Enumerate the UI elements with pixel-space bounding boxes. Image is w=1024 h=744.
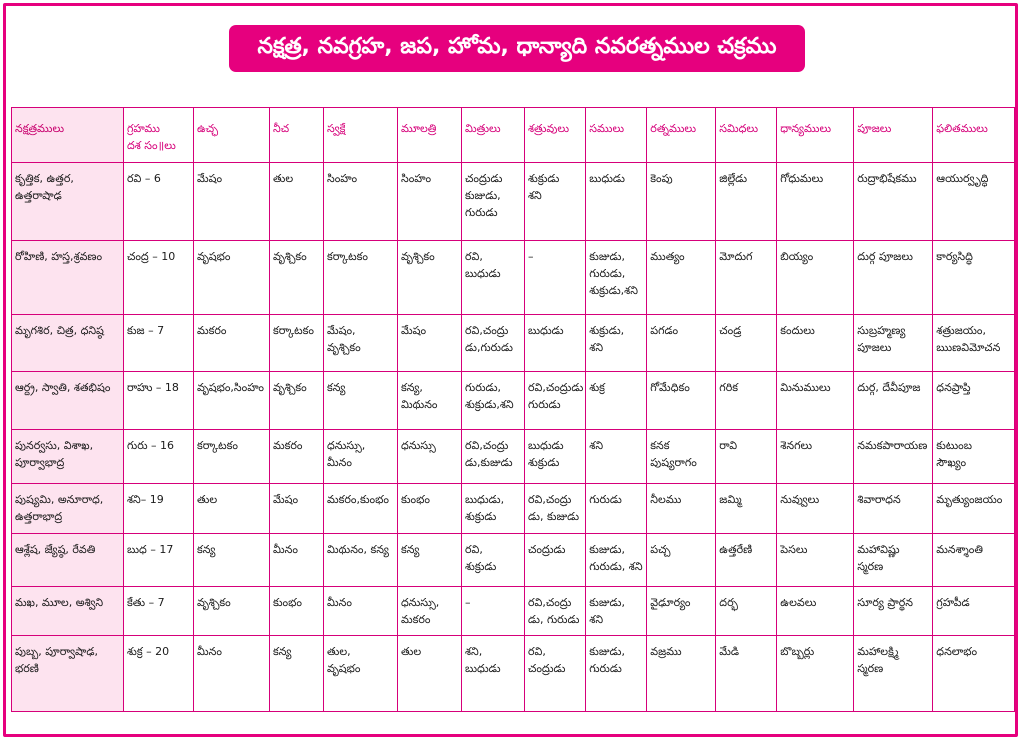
col-nakshatramulu-cell: మఖ, మూల, అశ్విని — [12, 587, 124, 636]
col-dhanyamulu-cell: పెసలు — [777, 534, 854, 587]
col-ratnamulu-cell: పచ్చ — [647, 534, 716, 587]
col-mitrulu-cell: రవి, బుధుడు — [462, 241, 525, 315]
page-title: నక్షత్ర, నవగ్రహ, జప, హోమ, ధాన్యాది నవరత్నముల చక్రము — [229, 25, 805, 72]
col-graham-dasha-cell: శుక్ర – 20 — [124, 636, 194, 712]
col-uchcha-cell: కన్య — [194, 534, 270, 587]
col-samulu-cell: బుధుడు — [586, 163, 647, 241]
col-nakshatramulu-cell: ఆశ్లేష, జ్యేష్ఠ, రేవతి — [12, 534, 124, 587]
col-phalitamulu-cell: శత్రుజయం, ఋణవిమోచన — [933, 315, 1015, 372]
col-poojalu-cell: సుబ్రహ్మణ్య పూజలు — [854, 315, 933, 372]
col-uchcha-cell: మేషం — [194, 163, 270, 241]
col-neecha-cell: కుంభం — [270, 587, 324, 636]
col-samulu-cell: కుజుడు, గురుడు, శని — [586, 534, 647, 587]
col-mitrulu-cell: రవి, శుక్రుడు — [462, 534, 525, 587]
col-ratnamulu-cell: నీలము — [647, 484, 716, 534]
col-mitrulu-cell: బుధుడు, శుక్రుడు — [462, 484, 525, 534]
col-shatruvulu-cell: రవి, చంద్రుడు — [525, 636, 586, 712]
table-row — [12, 241, 1015, 315]
col-uchcha-cell: కర్కాటకం — [194, 430, 270, 484]
col-shatruvulu-cell: బుధుడు — [525, 315, 586, 372]
table-row — [12, 534, 1015, 587]
col-mitrulu-cell: రవి,చంద్రు డు,గురుడు — [462, 315, 525, 372]
col-neecha-cell: మకరం — [270, 430, 324, 484]
col-dhanyamulu-cell: గోధుమలు — [777, 163, 854, 241]
col-samidhalu-cell: గరిక — [716, 372, 777, 430]
col-graham-dasha-cell: శని– 19 — [124, 484, 194, 534]
col-ratnamulu-header: రత్నములు — [647, 108, 716, 163]
col-shatruvulu-cell: – — [525, 241, 586, 315]
col-samulu-cell: శుక్ర — [586, 372, 647, 430]
col-samidhalu-header: సమిధలు — [716, 108, 777, 163]
col-moolatrikona-cell: కుంభం — [398, 484, 462, 534]
table-row — [12, 315, 1015, 372]
header-row — [12, 108, 1015, 163]
col-ratnamulu-cell: పగడం — [647, 315, 716, 372]
col-moolatrikona-cell: ధనుస్సు, మకరం — [398, 587, 462, 636]
col-moolatrikona-cell: వృశ్చికం — [398, 241, 462, 315]
col-uchcha-cell: వృశ్చికం — [194, 587, 270, 636]
col-swakshetra-cell: సింహం — [324, 163, 398, 241]
col-moolatrikona-cell: కన్య — [398, 534, 462, 587]
col-swakshetra-cell: కర్కాటకం — [324, 241, 398, 315]
col-graham-dasha-cell: రాహు – 18 — [124, 372, 194, 430]
col-dhanyamulu-cell: శెనగలు — [777, 430, 854, 484]
col-dhanyamulu-cell: కందులు — [777, 315, 854, 372]
col-graham-dasha-cell: గురు – 16 — [124, 430, 194, 484]
col-phalitamulu-cell: కార్యసిద్ధి — [933, 241, 1015, 315]
col-neecha-cell: వృశ్చికం — [270, 241, 324, 315]
col-samidhalu-cell: జమ్మి — [716, 484, 777, 534]
col-poojalu-cell: దుర్గ, దేవీపూజ — [854, 372, 933, 430]
col-phalitamulu-cell: ఆయుర్వృద్ధి — [933, 163, 1015, 241]
col-uchcha-cell: తుల — [194, 484, 270, 534]
col-phalitamulu-header: ఫలితములు — [933, 108, 1015, 163]
col-moolatrikona-cell: ధనుస్సు — [398, 430, 462, 484]
col-nakshatramulu-cell: కృత్తిక, ఉత్తర, ఉత్తరాషాఢ — [12, 163, 124, 241]
col-poojalu-cell: నమకపారాయణ — [854, 430, 933, 484]
col-swakshetra-cell: ధనుస్సు, మీనం — [324, 430, 398, 484]
col-samulu-cell: కుజుడు, గురుడు — [586, 636, 647, 712]
col-neecha-cell: వృశ్చికం — [270, 372, 324, 430]
col-phalitamulu-cell: గ్రహపీడ — [933, 587, 1015, 636]
col-samidhalu-cell: రావి — [716, 430, 777, 484]
col-graham-dasha-cell: కేతు – 7 — [124, 587, 194, 636]
col-neecha-cell: మేషం — [270, 484, 324, 534]
col-uchcha-cell: వృషభం — [194, 241, 270, 315]
table-body — [12, 163, 1015, 712]
col-graham-dasha-cell: కుజ – 7 — [124, 315, 194, 372]
col-mitrulu-cell: రవి,చంద్రు డు,కుజుడు — [462, 430, 525, 484]
col-phalitamulu-cell: ధనలాభం — [933, 636, 1015, 712]
col-dhanyamulu-header: ధాన్యములు — [777, 108, 854, 163]
table-row — [12, 636, 1015, 712]
col-uchcha-cell: మీనం — [194, 636, 270, 712]
col-moolatrikona-header: మూలత్రి — [398, 108, 462, 163]
col-dhanyamulu-cell: బొబ్బర్లు — [777, 636, 854, 712]
col-poojalu-cell: రుద్రాభిషేకము — [854, 163, 933, 241]
col-samulu-header: సములు — [586, 108, 647, 163]
col-samulu-cell: కుజుడు, శని — [586, 587, 647, 636]
table-row — [12, 587, 1015, 636]
col-shatruvulu-cell: రవి,చంద్రు డు, కుజుడు — [525, 484, 586, 534]
col-swakshetra-cell: మీనం — [324, 587, 398, 636]
col-nakshatramulu-cell: పునర్వసు, విశాఖ, పూర్వాభాద్ర — [12, 430, 124, 484]
col-poojalu-header: పూజలు — [854, 108, 933, 163]
col-dhanyamulu-cell: నువ్వులు — [777, 484, 854, 534]
col-samulu-cell: శుక్రుడు, శని — [586, 315, 647, 372]
col-dhanyamulu-cell: ఉలవలు — [777, 587, 854, 636]
col-shatruvulu-cell: రవి,చంద్రుడు గురుడు — [525, 372, 586, 430]
col-swakshetra-cell: మిథునం, కన్య — [324, 534, 398, 587]
col-ratnamulu-cell: వైఢూర్యం — [647, 587, 716, 636]
col-shatruvulu-cell: రవి,చంద్రు డు, గురుడు — [525, 587, 586, 636]
col-moolatrikona-cell: తుల — [398, 636, 462, 712]
col-uchcha-cell: మకరం — [194, 315, 270, 372]
col-moolatrikona-cell: మేషం — [398, 315, 462, 372]
col-nakshatramulu-cell: మృగశిర, చిత్ర, ధనిష్ఠ — [12, 315, 124, 372]
col-poojalu-cell: దుర్గ పూజలు — [854, 241, 933, 315]
col-graham-dasha-cell: రవి – 6 — [124, 163, 194, 241]
col-phalitamulu-cell: మృత్యుంజయం — [933, 484, 1015, 534]
col-swakshetra-cell: మేషం, వృశ్చికం — [324, 315, 398, 372]
col-samidhalu-cell: మోదుగ — [716, 241, 777, 315]
col-nakshatramulu-cell: ఆర్ద్ర, స్వాతి, శతభిషం — [12, 372, 124, 430]
table-row — [12, 430, 1015, 484]
col-mitrulu-header: మిత్రులు — [462, 108, 525, 163]
col-shatruvulu-cell: చంద్రుడు — [525, 534, 586, 587]
col-moolatrikona-cell: కన్య, మిథునం — [398, 372, 462, 430]
col-samidhalu-cell: దర్భ — [716, 587, 777, 636]
table-row — [12, 163, 1015, 241]
col-uchcha-header: ఉచ్ఛ — [194, 108, 270, 163]
col-swakshetra-cell: మకరం,కుంభం — [324, 484, 398, 534]
col-mitrulu-cell: చంద్రుడు కుజుడు, గురుడు — [462, 163, 525, 241]
col-samidhalu-cell: చండ్ర — [716, 315, 777, 372]
table-row — [12, 372, 1015, 430]
col-poojalu-cell: మహావిష్ణు స్మరణ — [854, 534, 933, 587]
col-samulu-cell: గురుడు — [586, 484, 647, 534]
col-swakshetra-header: స్వక్షే — [324, 108, 398, 163]
col-ratnamulu-cell: వజ్రము — [647, 636, 716, 712]
col-ratnamulu-cell: కెంపు — [647, 163, 716, 241]
col-mitrulu-cell: – — [462, 587, 525, 636]
table-row — [12, 484, 1015, 534]
col-neecha-header: నీచ — [270, 108, 324, 163]
col-samidhalu-cell: జిల్లేడు — [716, 163, 777, 241]
col-phalitamulu-cell: ధనప్రాప్తి — [933, 372, 1015, 430]
col-phalitamulu-cell: కుటుంబ సౌఖ్యం — [933, 430, 1015, 484]
col-neecha-cell: మీనం — [270, 534, 324, 587]
col-mitrulu-cell: గురుడు, శుక్రుడు,శని — [462, 372, 525, 430]
col-uchcha-cell: వృషభం,సింహం — [194, 372, 270, 430]
col-phalitamulu-cell: మనశ్శాంతి — [933, 534, 1015, 587]
col-ratnamulu-cell: గోమేధికం — [647, 372, 716, 430]
col-mitrulu-cell: శని, బుధుడు — [462, 636, 525, 712]
col-poojalu-cell: మహాలక్ష్మి స్మరణ — [854, 636, 933, 712]
col-ratnamulu-cell: ముత్యం — [647, 241, 716, 315]
col-dhanyamulu-cell: మినుములు — [777, 372, 854, 430]
col-shatruvulu-header: శత్రువులు — [525, 108, 586, 163]
col-samulu-cell: కుజుడు, గురుడు, శుక్రుడు,శని — [586, 241, 647, 315]
col-ratnamulu-cell: కనక పుష్యరాగం — [647, 430, 716, 484]
col-graham-dasha-cell: చంద్ర – 10 — [124, 241, 194, 315]
col-neecha-cell: కన్య — [270, 636, 324, 712]
col-moolatrikona-cell: సింహం — [398, 163, 462, 241]
col-shatruvulu-cell: శుక్రుడు శని — [525, 163, 586, 241]
col-nakshatramulu-cell: రోహిణి, హస్త,శ్రవణం — [12, 241, 124, 315]
col-nakshatramulu-header: నక్షత్రములు — [12, 108, 124, 163]
col-samulu-cell: శని — [586, 430, 647, 484]
col-graham-dasha-cell: బుధ – 17 — [124, 534, 194, 587]
col-nakshatramulu-cell: పుబ్బ, పూర్వాషాఢ, భరణి — [12, 636, 124, 712]
col-swakshetra-cell: తుల, వృషభం — [324, 636, 398, 712]
col-nakshatramulu-cell: పుష్యమి, అనూరాధ, ఉత్తరాభాద్ర — [12, 484, 124, 534]
col-graham-dasha-header: గ్రహము దశ సం॥లు — [124, 108, 194, 163]
col-neecha-cell: కర్కాటకం — [270, 315, 324, 372]
col-poojalu-cell: శివారాధన — [854, 484, 933, 534]
col-samidhalu-cell: మేడి — [716, 636, 777, 712]
col-samidhalu-cell: ఉత్తరేణి — [716, 534, 777, 587]
col-dhanyamulu-cell: బియ్యం — [777, 241, 854, 315]
chart-table — [11, 107, 1015, 712]
col-poojalu-cell: సూర్య ప్రార్థన — [854, 587, 933, 636]
col-swakshetra-cell: కన్య — [324, 372, 398, 430]
col-neecha-cell: తుల — [270, 163, 324, 241]
col-shatruvulu-cell: బుధుడు శుక్రుడు — [525, 430, 586, 484]
